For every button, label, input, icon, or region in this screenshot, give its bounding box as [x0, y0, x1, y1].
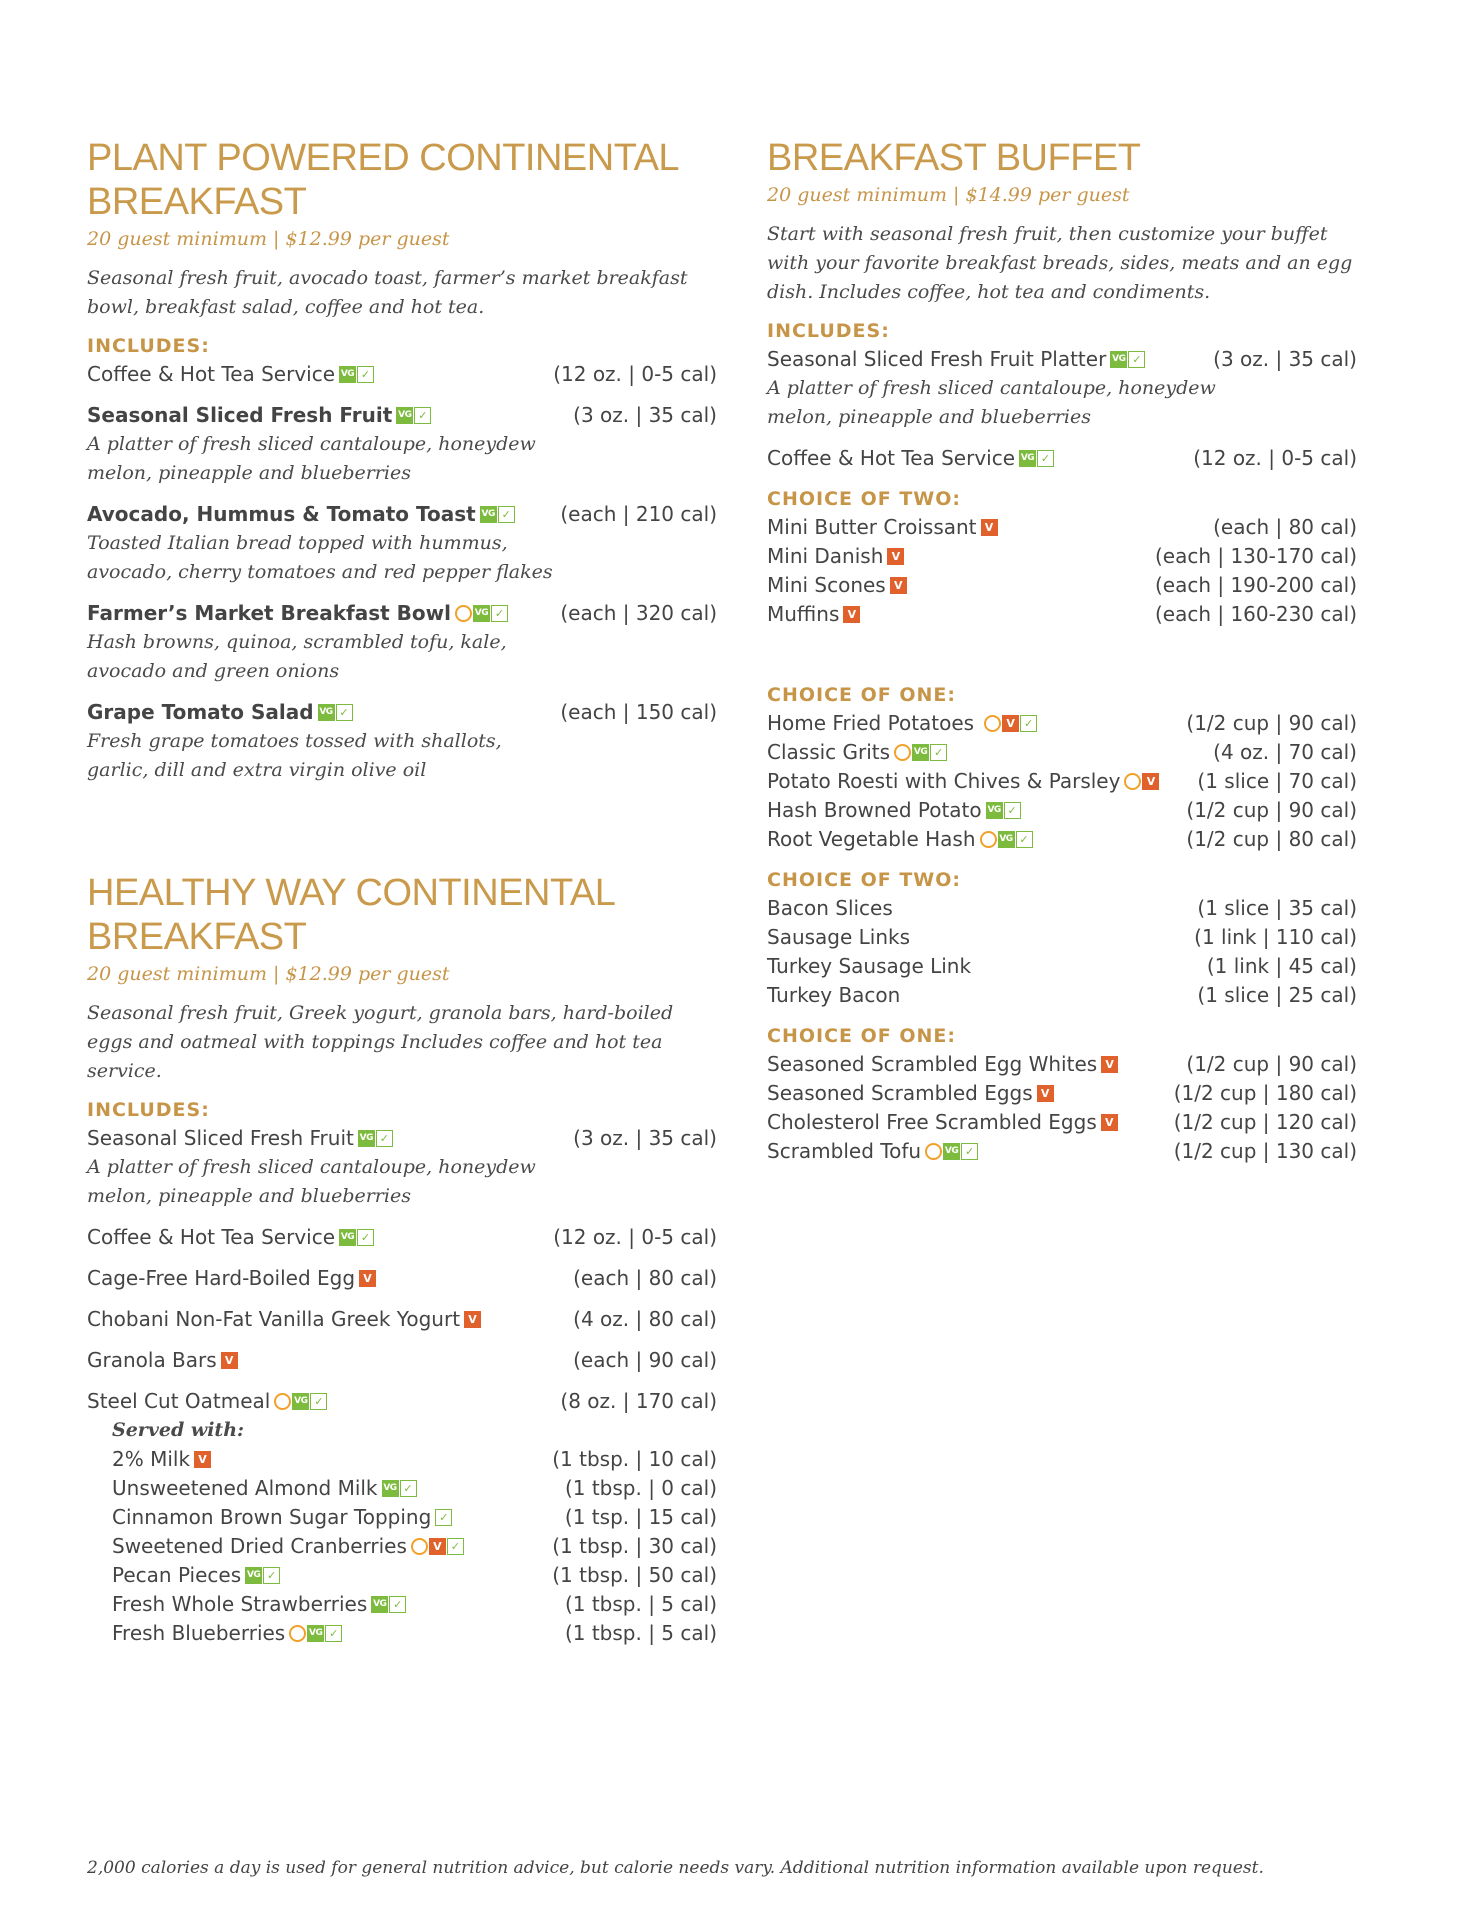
- menu-item: Seasonal Sliced Fresh Fruit VG ✓ (3 oz. | 35 cal): [87, 401, 717, 430]
- item-description: A platter of fresh sliced cantaloupe, honeydew melon, pineapple and blueberries: [87, 1156, 536, 1207]
- calorie-info: (3 oz. | 35 cal): [1213, 347, 1357, 371]
- vegan-icon: VG: [307, 1625, 324, 1642]
- calorie-info: (each | 190-200 cal): [1154, 573, 1357, 597]
- vegan-icon: VG: [292, 1393, 309, 1410]
- leaf-icon: ✓: [491, 605, 508, 622]
- organic-icon: [894, 744, 911, 761]
- calorie-info: (1 link | 110 cal): [1194, 925, 1357, 949]
- calorie-info: (1/2 cup | 120 cal): [1173, 1110, 1357, 1134]
- leaf-icon: ✓: [961, 1143, 978, 1160]
- leaf-icon: ✓: [389, 1596, 406, 1613]
- menu-item: Turkey Bacon (1 slice | 25 cal): [767, 981, 1357, 1010]
- leaf-icon: ✓: [1004, 802, 1021, 819]
- organic-icon: [925, 1143, 942, 1160]
- calorie-info: (each | 80 cal): [1213, 515, 1357, 539]
- vegetarian-icon: V: [890, 577, 907, 594]
- calorie-info: (8 oz. | 170 cal): [560, 1389, 717, 1413]
- menu-item: Chobani Non-Fat Vanilla Greek Yogurt V (4 oz. | 80 cal): [87, 1305, 717, 1334]
- vegetarian-icon: V: [1101, 1056, 1118, 1073]
- vegetarian-icon: V: [1002, 715, 1019, 732]
- organic-icon: [980, 831, 997, 848]
- leaf-icon: ✓: [376, 1130, 393, 1147]
- menu-item: Cage-Free Hard-Boiled Egg V (each | 80 cal): [87, 1264, 717, 1293]
- menu-item: Sausage Links (1 link | 110 cal): [767, 923, 1357, 952]
- section-description: Start with seasonal fresh fruit, then customize your buffet with your favorite breakfast breads, sides, meats and an egg dish. Includes coffee, hot tea and condiments.: [767, 223, 1353, 303]
- calorie-info: (1 tbsp. | 5 cal): [564, 1592, 717, 1616]
- calorie-info: (1 slice | 25 cal): [1197, 983, 1357, 1007]
- vegan-icon: VG: [339, 366, 356, 383]
- vegetarian-icon: V: [359, 1270, 376, 1287]
- calorie-info: (4 oz. | 70 cal): [1213, 740, 1357, 764]
- menu-item: Hash Browned Potato VG ✓ (1/2 cup | 90 cal): [767, 796, 1357, 825]
- calorie-info: (each | 90 cal): [573, 1348, 717, 1372]
- calorie-info: (1 slice | 70 cal): [1197, 769, 1357, 793]
- calorie-info: (each | 210 cal): [560, 502, 717, 526]
- vegetarian-icon: V: [887, 548, 904, 565]
- calorie-info: (3 oz. | 35 cal): [573, 1126, 717, 1150]
- right-column: [767, 136, 1357, 1166]
- calorie-info: (12 oz. | 0-5 cal): [553, 362, 717, 386]
- menu-item: Granola Bars V (each | 90 cal): [87, 1346, 717, 1375]
- section-title: PLANT POWERED CONTINENTAL BREAKFAST: [87, 137, 680, 223]
- vegan-icon: VG: [1019, 450, 1036, 467]
- vegan-icon: VG: [396, 407, 413, 424]
- vegan-icon: VG: [473, 605, 490, 622]
- item-description: Hash browns, quinoa, scrambled tofu, kale, avocado and green onions: [87, 631, 507, 682]
- leaf-icon: ✓: [263, 1567, 280, 1584]
- calorie-info: (each | 130-170 cal): [1154, 544, 1357, 568]
- menu-item: Avocado, Hummus & Tomato Toast VG ✓ (each | 210 cal): [87, 500, 717, 529]
- menu-item: Coffee & Hot Tea Service VG ✓ (12 oz. | 0-5 cal): [87, 1223, 717, 1252]
- leaf-icon: ✓: [930, 744, 947, 761]
- vegetarian-icon: V: [1142, 773, 1159, 790]
- leaf-icon: ✓: [336, 704, 353, 721]
- menu-item: Scrambled Tofu VG ✓ (1/2 cup | 130 cal): [767, 1137, 1357, 1166]
- choice-label: CHOICE OF TWO:: [767, 869, 962, 891]
- item-description: A platter of fresh sliced cantaloupe, honeydew melon, pineapple and blueberries: [767, 377, 1216, 428]
- includes-label: INCLUDES:: [87, 335, 210, 357]
- calorie-info: (1 tbsp. | 5 cal): [564, 1621, 717, 1645]
- calorie-info: (1/2 cup | 90 cal): [1186, 798, 1357, 822]
- section-subtitle: 20 guest minimum | $14.99 per guest: [767, 184, 1130, 206]
- item-description: A platter of fresh sliced cantaloupe, honeydew melon, pineapple and blueberries: [87, 433, 536, 484]
- vegetarian-icon: V: [464, 1311, 481, 1328]
- calorie-info: (1 slice | 35 cal): [1197, 896, 1357, 920]
- leaf-icon: ✓: [400, 1480, 417, 1497]
- calorie-info: (each | 80 cal): [573, 1266, 717, 1290]
- menu-item: Seasoned Scrambled Eggs V (1/2 cup | 180 cal): [767, 1079, 1357, 1108]
- menu-item: Home Fried Potatoes V ✓ (1/2 cup | 90 cal): [767, 709, 1357, 738]
- vegan-icon: VG: [480, 506, 497, 523]
- calorie-info: (1 tbsp. | 0 cal): [564, 1476, 717, 1500]
- calorie-info: (each | 150 cal): [560, 700, 717, 724]
- leaf-icon: ✓: [310, 1393, 327, 1410]
- calorie-info: (1 tsp. | 15 cal): [564, 1505, 717, 1529]
- leaf-icon: ✓: [498, 506, 515, 523]
- calorie-info: (1 tbsp. | 10 cal): [552, 1447, 717, 1471]
- menu-item: Seasonal Sliced Fresh Fruit Platter VG ✓ (3 oz. | 35 cal): [767, 345, 1357, 374]
- topping-item: Pecan Pieces VG ✓ (1 tbsp. | 50 cal): [87, 1561, 717, 1590]
- leaf-icon: ✓: [357, 366, 374, 383]
- leaf-icon: ✓: [414, 407, 431, 424]
- plant-powered-section: [87, 136, 717, 785]
- item-description: Toasted Italian bread topped with hummus, avocado, cherry tomatoes and red pepper flakes: [87, 532, 553, 583]
- menu-item: Potato Roesti with Chives & Parsley V (1 slice | 70 cal): [767, 767, 1357, 796]
- healthy-way-section: [87, 871, 717, 1648]
- leaf-icon: ✓: [325, 1625, 342, 1642]
- includes-label: INCLUDES:: [767, 320, 890, 342]
- leaf-icon: ✓: [435, 1509, 452, 1526]
- calorie-info: (1 tbsp. | 50 cal): [552, 1563, 717, 1587]
- topping-item: Fresh Blueberries VG ✓ (1 tbsp. | 5 cal): [87, 1619, 717, 1648]
- left-column: [87, 136, 717, 1648]
- vegetarian-icon: V: [981, 519, 998, 536]
- vegetarian-icon: V: [1101, 1114, 1118, 1131]
- calorie-info: (12 oz. | 0-5 cal): [1193, 446, 1357, 470]
- calorie-info: (1 tbsp. | 30 cal): [552, 1534, 717, 1558]
- section-title: BREAKFAST BUFFET: [767, 137, 1141, 179]
- calorie-info: (1/2 cup | 180 cal): [1173, 1081, 1357, 1105]
- organic-icon: [1124, 773, 1141, 790]
- vegetarian-icon: V: [194, 1451, 211, 1468]
- served-with-label: Served with:: [112, 1419, 245, 1441]
- leaf-icon: ✓: [1020, 715, 1037, 732]
- section-description: Seasonal fresh fruit, Greek yogurt, granola bars, hard-boiled eggs and oatmeal with toppings Includes coffee and hot tea service.: [87, 1002, 674, 1082]
- vegetarian-icon: V: [843, 606, 860, 623]
- vegetarian-icon: V: [429, 1538, 446, 1555]
- topping-item: Unsweetened Almond Milk VG ✓ (1 tbsp. | 0 cal): [87, 1474, 717, 1503]
- menu-item: Muffins V (each | 160-230 cal): [767, 600, 1357, 629]
- vegan-icon: VG: [318, 704, 335, 721]
- vegan-icon: VG: [245, 1567, 262, 1584]
- menu-item: Coffee & Hot Tea Service VG ✓ (12 oz. | 0-5 cal): [767, 444, 1357, 473]
- menu-item: Grape Tomato Salad VG ✓ (each | 150 cal): [87, 698, 717, 727]
- section-subtitle: 20 guest minimum | $12.99 per guest: [87, 963, 450, 985]
- choice-label: CHOICE OF TWO:: [767, 488, 962, 510]
- vegan-icon: VG: [943, 1143, 960, 1160]
- menu-item: Mini Scones V (each | 190-200 cal): [767, 571, 1357, 600]
- calorie-info: (1/2 cup | 80 cal): [1186, 827, 1357, 851]
- calorie-info: (1/2 cup | 90 cal): [1186, 711, 1357, 735]
- menu-item: Seasoned Scrambled Egg Whites V (1/2 cup | 90 cal): [767, 1050, 1357, 1079]
- calorie-info: (4 oz. | 80 cal): [573, 1307, 717, 1331]
- vegan-icon: VG: [382, 1480, 399, 1497]
- calorie-info: (1 link | 45 cal): [1206, 954, 1357, 978]
- menu-item: Bacon Slices (1 slice | 35 cal): [767, 894, 1357, 923]
- vegan-icon: VG: [339, 1229, 356, 1246]
- vegan-icon: VG: [986, 802, 1003, 819]
- topping-item: Fresh Whole Strawberries VG ✓ (1 tbsp. | 5 cal): [87, 1590, 717, 1619]
- organic-icon: [274, 1393, 291, 1410]
- topping-item: Cinnamon Brown Sugar Topping ✓ (1 tsp. | 15 cal): [87, 1503, 717, 1532]
- choice-label: CHOICE OF ONE:: [767, 684, 956, 706]
- organic-icon: [455, 605, 472, 622]
- menu-item: Classic Grits VG ✓ (4 oz. | 70 cal): [767, 738, 1357, 767]
- leaf-icon: ✓: [1037, 450, 1054, 467]
- section-title: HEALTHY WAY CONTINENTAL BREAKFAST: [87, 872, 616, 958]
- vegetarian-icon: V: [1037, 1085, 1054, 1102]
- vegan-icon: VG: [998, 831, 1015, 848]
- vegan-icon: VG: [358, 1130, 375, 1147]
- organic-icon: [984, 715, 1001, 732]
- item-description: Fresh grape tomatoes tossed with shallots, garlic, dill and extra virgin olive oil: [87, 730, 502, 781]
- menu-item: Root Vegetable Hash VG ✓ (1/2 cup | 80 cal): [767, 825, 1357, 854]
- menu-item: Mini Butter Croissant V (each | 80 cal): [767, 513, 1357, 542]
- includes-label: INCLUDES:: [87, 1099, 210, 1121]
- calorie-info: (12 oz. | 0-5 cal): [553, 1225, 717, 1249]
- menu-item: Farmer’s Market Breakfast Bowl VG ✓ (each | 320 cal): [87, 599, 717, 628]
- menu-item: Seasonal Sliced Fresh Fruit VG ✓ (3 oz. | 35 cal): [87, 1124, 717, 1153]
- calorie-info: (3 oz. | 35 cal): [573, 403, 717, 427]
- topping-item: Sweetened Dried Cranberries V ✓ (1 tbsp. | 30 cal): [87, 1532, 717, 1561]
- leaf-icon: ✓: [1016, 831, 1033, 848]
- leaf-icon: ✓: [1128, 351, 1145, 368]
- choice-label: CHOICE OF ONE:: [767, 1025, 956, 1047]
- topping-item: 2% Milk V (1 tbsp. | 10 cal): [87, 1445, 717, 1474]
- menu-item: Cholesterol Free Scrambled Eggs V (1/2 cup | 120 cal): [767, 1108, 1357, 1137]
- menu-item: Coffee & Hot Tea Service VG ✓ (12 oz. | 0-5 cal): [87, 360, 717, 389]
- calorie-info: (each | 160-230 cal): [1154, 602, 1357, 626]
- organic-icon: [289, 1625, 306, 1642]
- organic-icon: [411, 1538, 428, 1555]
- vegan-icon: VG: [371, 1596, 388, 1613]
- calorie-info: (1/2 cup | 90 cal): [1186, 1052, 1357, 1076]
- menu-item: Steel Cut Oatmeal VG ✓ (8 oz. | 170 cal): [87, 1387, 717, 1416]
- breakfast-buffet-section: [767, 136, 1357, 1166]
- section-description: Seasonal fresh fruit, avocado toast, farmer’s market breakfast bowl, breakfast salad, coffee and hot tea.: [87, 267, 688, 318]
- calorie-info: (each | 320 cal): [560, 601, 717, 625]
- menu-item: Mini Danish V (each | 130-170 cal): [767, 542, 1357, 571]
- section-subtitle: 20 guest minimum | $12.99 per guest: [87, 228, 450, 250]
- menu-item: Turkey Sausage Link (1 link | 45 cal): [767, 952, 1357, 981]
- vegetarian-icon: V: [221, 1352, 238, 1369]
- nutrition-footer: 2,000 calories a day is used for general nutrition advice, but calorie needs vary. Additional nutrition information available upon request.: [87, 1858, 1264, 1878]
- leaf-icon: ✓: [447, 1538, 464, 1555]
- vegan-icon: VG: [1110, 351, 1127, 368]
- leaf-icon: ✓: [357, 1229, 374, 1246]
- calorie-info: (1/2 cup | 130 cal): [1173, 1139, 1357, 1163]
- vegan-icon: VG: [912, 744, 929, 761]
